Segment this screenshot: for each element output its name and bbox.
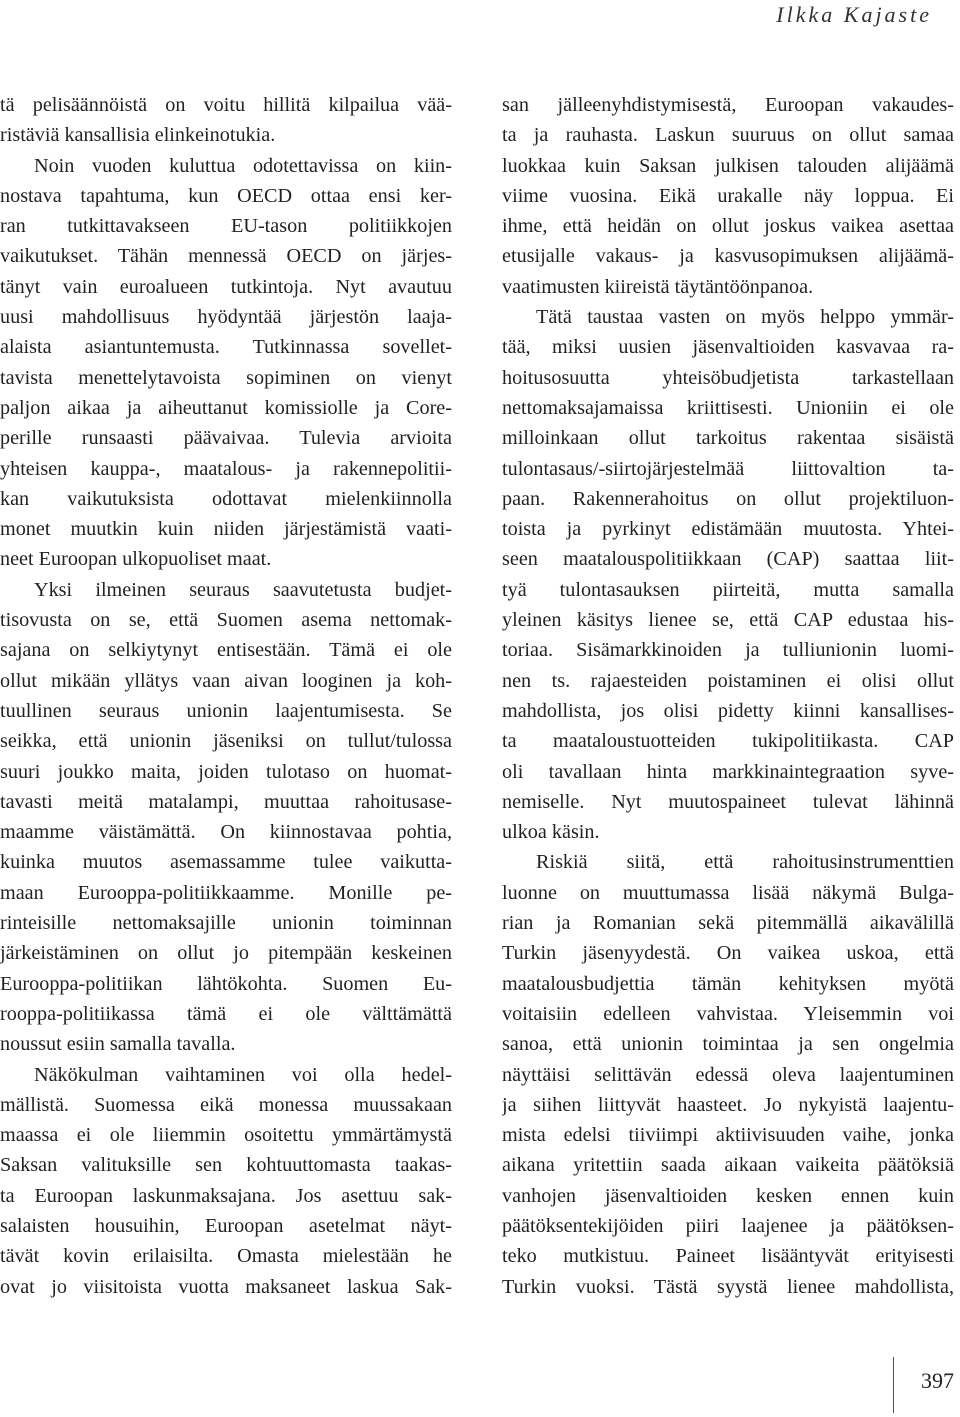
text-line: tisovusta on se, että Suomen asema nettomak-	[0, 609, 452, 632]
text-line: ta Euroopan laskunmaksajana. Jos asettuu sak-	[0, 1184, 452, 1207]
text-line: aikana yritettiin saada aikaan vaikeita päätöksiä	[502, 1154, 954, 1177]
right-column	[502, 90, 954, 1302]
text-line: rinteisille nettomaksajille unionin toiminnan	[0, 912, 452, 935]
text-line: uusi mahdollisuus hyödyntää järjestön laaja-	[0, 306, 452, 329]
text-line: mahdollista, jos olisi pidetty kiinni kansallises-	[502, 699, 954, 722]
text-line: ulkoa käsin.	[502, 821, 600, 844]
text-line: tä pelisäännöistä on voitu hillitä kilpailua vää-	[0, 94, 452, 116]
text-line: rooppa-politiikassa tämä ei ole välttämättä	[0, 1002, 452, 1025]
page-number-rule	[893, 1357, 894, 1413]
text-line: hoitusosuutta yhteisöbudjetista tarkastellaan	[502, 366, 954, 389]
text-line: Turkin vuoksi. Tästä syystä lienee mahdollista,	[502, 1275, 954, 1298]
text-line: tuullinen seuraus unionin laajentumisesta. Se	[0, 699, 452, 722]
text-line: tää, miksi uusien jäsenvaltioiden kasvavaa ra-	[502, 336, 954, 359]
text-line: ristäviä kansallisia elinkeinotukia.	[0, 124, 276, 147]
text-line: yhteisen kauppa-, maatalous- ja rakennepolitii-	[0, 457, 452, 480]
text-line: Yksi ilmeinen seuraus saavutetusta budjet-	[34, 578, 452, 601]
text-line: päätöksentekijöiden piiri laajenee ja päätöksen-	[502, 1214, 954, 1237]
text-line: maan Eurooppa-politiikkaamme. Monille pe-	[0, 881, 452, 904]
text-line: ran tutkittavakseen EU-tason politiikkojen	[0, 215, 452, 238]
text-line: ihme, että heidän on ollut joskus vaikea asettaa	[502, 215, 954, 238]
text-line: Näkökulman vaihtaminen voi olla hedel-	[34, 1063, 452, 1086]
text-line: toriaa. Sisämarkkinoiden ja tulliunionin luomi-	[502, 639, 954, 662]
text-line: suuri joukko maita, joiden tulotaso on huomat-	[0, 760, 452, 783]
text-line: sanoa, että unionin toimintaa ja sen ongelmia	[502, 1033, 954, 1056]
text-line: nemiselle. Nyt muutospaineet tulevat lähinnä	[502, 790, 954, 813]
text-line: salaisten housuihin, Euroopan asetelmat näyt-	[0, 1214, 452, 1237]
text-line: ta ja rauhasta. Laskun suuruus on ollut samaa	[502, 124, 954, 147]
text-line: Noin vuoden kuluttua odotettavissa on kiin-	[34, 154, 452, 177]
text-line: viime vuosina. Eikä urakalle näy loppua. Ei	[502, 184, 954, 207]
text-line: paan. Rakennerahoitus on ollut projektiluon-	[502, 487, 954, 510]
text-line: etusijalle vakaus- ja kasvusopimuksen alijäämä-	[502, 245, 954, 268]
text-line: tyä tulontasauksen piirteitä, mutta samalla	[502, 578, 954, 601]
text-line: seikka, että unionin jäseniksi on tullut/tulossa	[0, 730, 452, 753]
text-line: kuinka muutos asemassamme tulee vaikutta-	[0, 851, 452, 874]
text-line: nostava tapahtuma, kun OECD ottaa ensi ker-	[0, 184, 452, 207]
text-line: voitaisiin edelleen vahvistaa. Yleisemmin voi	[502, 1002, 954, 1025]
text-line: Tätä taustaa vasten on myös helppo ymmär-	[536, 306, 954, 329]
text-line: oli tavallaan hinta markkinaintegraation syve-	[502, 760, 954, 783]
text-line: san jälleenyhdistymisestä, Euroopan vakaudes-	[502, 94, 954, 116]
text-line: luokkaa kuin Saksan julkisen talouden alijäämä	[502, 154, 954, 177]
text-line: Saksan valituksille sen kohtuuttomasta taakas-	[0, 1154, 452, 1177]
text-line: sajana on selkiytynyt entisestään. Tämä ei ole	[0, 639, 452, 662]
text-line: vaikutukset. Tähän mennessä OECD on järjes-	[0, 245, 452, 268]
text-line: mällistä. Suomessa eikä monessa muussakaan	[0, 1093, 452, 1116]
text-line: perille runsaasti päävaivaa. Tulevia arvioita	[0, 427, 452, 450]
text-line: ovat jo viisitoista vuotta maksaneet laskua Sak-	[0, 1275, 452, 1298]
text-line: nen ts. rajaesteiden poistaminen ei olisi ollut	[502, 669, 954, 692]
text-line: toista ja pyrkinyt edistämään muutosta. Yhtei-	[502, 518, 954, 541]
text-line: ta maataloustuotteiden tukipolitiikasta. CAP	[502, 730, 954, 753]
text-line: paljon aikaa ja aiheuttanut komissiolle ja Core-	[0, 396, 452, 419]
text-line: luonne on muuttumassa lisää näkymä Bulga-	[502, 881, 954, 904]
text-line: maatalousbudjettia tämän kehityksen myötä	[502, 972, 954, 995]
text-line: vaatimusten kiireistä täytäntöönpanoa.	[502, 275, 814, 298]
text-line: teko mutkistuu. Paineet lisääntyvät erityisesti	[502, 1245, 954, 1268]
text-line: milloinkaan ollut tarkoitus rakentaa sisäistä	[502, 427, 954, 450]
text-line: rian ja Romanian sekä pitemmällä aikavälillä	[502, 912, 954, 935]
text-line: maamme väistämättä. On kiinnostavaa pohtia,	[0, 821, 452, 844]
left-column	[0, 90, 452, 1302]
text-line: tävät kovin erilaisilta. Omasta mielestään he	[0, 1245, 452, 1268]
text-line: noussut esiin samalla tavalla.	[0, 1033, 236, 1056]
text-line: Riskiä siitä, että rahoitusinstrumenttien	[536, 851, 954, 874]
text-line: neet Euroopan ulkopuoliset maat.	[0, 548, 272, 571]
text-line: seen maatalouspolitiikkaan (CAP) saattaa liit-	[502, 548, 954, 571]
text-line: nettomaksajamaissa kriittisesti. Unioniin ei ole	[502, 396, 954, 419]
text-line: järkeistäminen on ollut jo pitempään keskeinen	[0, 942, 452, 965]
text-line: tavista menettelytavoista sopiminen on vienyt	[0, 366, 452, 389]
text-line: tänyt vain euroalueen tutkintoja. Nyt avautuu	[0, 275, 452, 298]
text-line: maassa ei ole liiemmin osoitettu ymmärtämystä	[0, 1124, 452, 1147]
page-number: 397	[921, 1368, 954, 1393]
text-line: tulontasaus/-siirtojärjestelmää liittovaltion ta-	[502, 457, 954, 480]
text-line: alaista asiantuntemusta. Tutkinnassa sovellet-	[0, 336, 452, 359]
text-line: vanhojen jäsenvaltioiden kesken ennen kuin	[502, 1184, 954, 1207]
text-line: mista edelsi tiiviimpi aktiivisuuden vaihe, jonka	[502, 1124, 954, 1147]
running-head: Ilkka Kajaste	[776, 2, 932, 27]
text-line: monet muutkin kuin niiden järjestämistä vaati-	[0, 518, 452, 541]
text-line: kan vaikutuksista odottavat mielenkiinnolla	[0, 487, 452, 510]
text-line: ollut mikään yllätys vaan aivan looginen ja koh-	[0, 669, 452, 692]
text-line: tavasti meitä matalampi, muuttaa rahoitusase-	[0, 790, 452, 813]
text-line: Eurooppa-politiikan lähtökohta. Suomen Eu-	[0, 972, 452, 995]
text-line: näyttäisi selittävän edessä oleva laajentuminen	[502, 1063, 954, 1086]
text-line: Turkin jäsenyydestä. On vaikea uskoa, että	[502, 942, 954, 965]
text-line: yleinen käsitys lienee se, että CAP edustaa his-	[502, 609, 954, 632]
text-line: ja siihen liittyvät haasteet. Jo nykyistä laajentu-	[502, 1093, 954, 1116]
